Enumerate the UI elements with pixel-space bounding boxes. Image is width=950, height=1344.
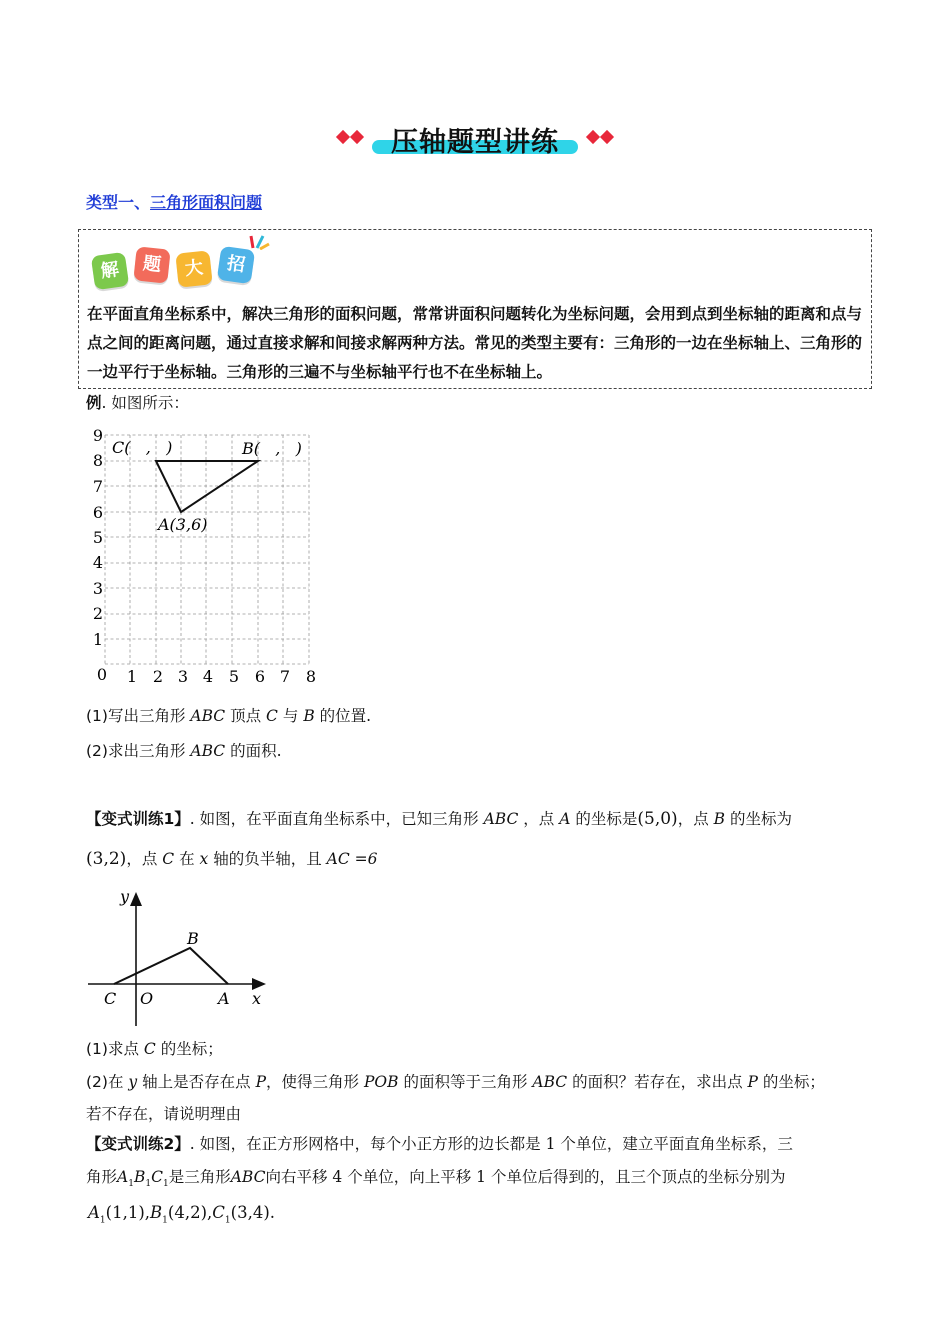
ex2-line2: 角形$A_1B_1C_1$是三角形ABC向右平移 4 个单位，向上平移 1 个单位后得到的，且三个顶点的坐标分别为 xyxy=(86,1168,786,1190)
example-q2: (2)求出三角形 ABC 的面积. xyxy=(86,742,282,760)
svg-text:7: 7 xyxy=(279,667,291,686)
label-b: B( , ) xyxy=(242,439,302,458)
label-a: A(3,6) xyxy=(158,515,208,534)
page-header xyxy=(330,118,620,160)
ex2-line3: $A_1(1,1),B_1(4,2),C_1(3,4)$. xyxy=(88,1203,276,1226)
ex1-figure xyxy=(86,880,276,1030)
badge-ti: 题 xyxy=(133,246,170,283)
ex1-q2: (2)在 y 轴上是否存在点 P，使得三角形 POB 的面积等于三角形 ABC 的面积？若存在，求出点 P 的坐标； xyxy=(86,1073,825,1091)
tips-text: 在平面直角坐标系中，解决三角形的面积问题，常常讲面积问题转化为坐标问题，会用到点到坐标轴的距离和点与点之间的距离问题，通过直接求解和间接求解两种方法。常见的类型主要有：三角形的一边在坐标轴上、三角形的一边平行于坐标轴。三角形的三遍不与坐标轴平行也不在坐标轴上。 xyxy=(87,305,863,381)
svg-text:8: 8 xyxy=(305,667,317,686)
tips-box xyxy=(78,229,872,389)
badge-da: 大 xyxy=(175,250,212,287)
label-c: C xyxy=(104,989,117,1008)
ex2-title: 【变式训练2】 xyxy=(86,1135,190,1153)
svg-text:0: 0 xyxy=(96,665,108,684)
ex1-q2-line2: 若不存在，请说明理由 xyxy=(86,1105,242,1123)
svg-text:2: 2 xyxy=(152,667,164,686)
label-c: C( , ) xyxy=(112,438,173,457)
example-intro: 例. 如图所示： xyxy=(86,394,189,412)
label-b: B xyxy=(187,929,199,948)
y-axis-arrow-icon xyxy=(130,892,142,906)
example-label: 例 xyxy=(86,394,102,412)
y-tick-labels xyxy=(93,426,103,649)
label-a: A xyxy=(218,989,230,1008)
svg-text:1: 1 xyxy=(92,630,104,649)
grid-figure xyxy=(86,420,326,690)
sparkle-icon xyxy=(249,232,271,250)
triangle-abc xyxy=(114,948,228,984)
svg-text:9: 9 xyxy=(92,426,104,445)
svg-text:6: 6 xyxy=(254,667,266,686)
section-link[interactable]: 三角形面积问题 xyxy=(150,193,263,212)
svg-text:2: 2 xyxy=(92,604,104,623)
label-o: O xyxy=(140,989,154,1008)
ex1-title: 【变式训练1】 xyxy=(86,810,190,828)
ex2-line1: 【变式训练2】. 如图，在正方形网格中，每个小正方形的边长都是 1 个单位，建立平面直角坐标系，三 xyxy=(86,1135,793,1153)
svg-text:8: 8 xyxy=(92,451,104,470)
ex1-line1: 【变式训练1】. 如图，在平面直角坐标系中，已知三角形 ABC ，点 A 的坐标是(5,0)，点 B 的坐标为 xyxy=(86,809,792,829)
section-title xyxy=(86,190,262,213)
ex1-line2: (3,2)，点 C 在 x 轴的负半轴，且 AC =6 xyxy=(86,849,378,869)
svg-text:5: 5 xyxy=(92,528,104,547)
svg-text:5: 5 xyxy=(228,667,240,686)
ex1-q1: (1)求点 C 的坐标； xyxy=(86,1040,223,1058)
x-tick-labels xyxy=(97,665,316,686)
svg-text:4: 4 xyxy=(202,667,214,686)
page-title: 压轴题型讲练 xyxy=(391,127,559,158)
badge-zhao: 招 xyxy=(217,246,255,284)
grid-lines xyxy=(105,435,309,664)
y-label: y xyxy=(120,887,130,906)
svg-text:7: 7 xyxy=(92,477,104,496)
example-q1: (1)写出三角形 ABC 顶点 C 与 B 的位置. xyxy=(86,707,372,725)
section-prefix: 类型一、 xyxy=(86,193,151,212)
x-label: x xyxy=(252,989,262,1008)
svg-text:4: 4 xyxy=(92,553,104,572)
badge-jie: 解 xyxy=(91,252,129,290)
svg-text:3: 3 xyxy=(92,579,104,598)
svg-text:3: 3 xyxy=(177,667,189,686)
svg-text:6: 6 xyxy=(92,503,104,522)
triangle-abc xyxy=(156,461,258,512)
svg-text:1: 1 xyxy=(126,667,138,686)
